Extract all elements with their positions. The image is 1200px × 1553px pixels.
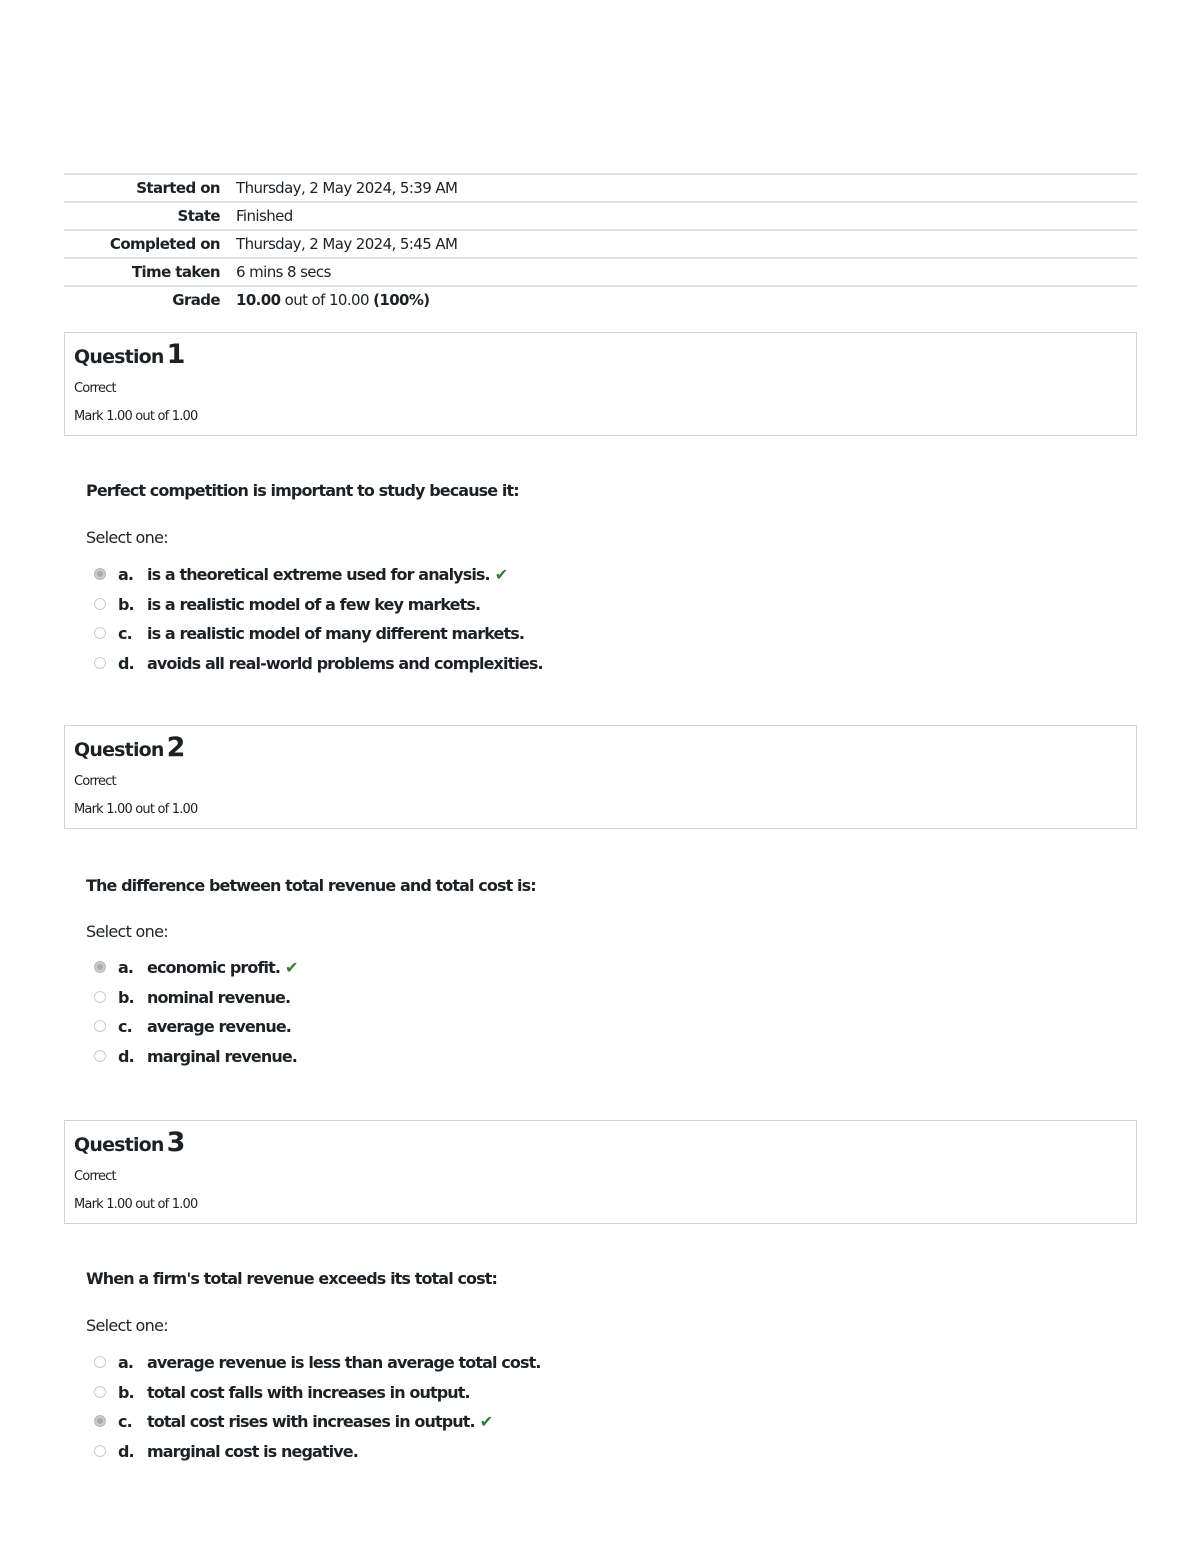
- question-state: Correct: [74, 1169, 116, 1184]
- select-one-prompt: Select one:: [86, 922, 168, 941]
- grade-label: Grade: [64, 286, 220, 313]
- state-label: State: [64, 202, 220, 230]
- option-text: average revenue is less than average total cost.: [147, 1353, 541, 1372]
- option-text: total cost falls with increases in output.: [147, 1382, 470, 1402]
- question-number: 2: [166, 732, 185, 763]
- option-number: b.: [118, 1382, 134, 1402]
- option-number: c.: [118, 1017, 132, 1036]
- radio-button[interactable]: [94, 1445, 106, 1457]
- completed-label: Completed on: [64, 230, 220, 258]
- started-label: Started on: [64, 174, 220, 202]
- time-value: 6 mins 8 secs: [220, 258, 1137, 286]
- summary-row-time: [64, 258, 1137, 286]
- question-label: Question: [74, 739, 164, 761]
- question-text-2: The difference between total revenue and total cost is:: [86, 876, 536, 895]
- started-value: Thursday, 2 May 2024, 5:39 AM: [220, 174, 1137, 202]
- radio-button[interactable]: [94, 598, 106, 610]
- option-text: economic profit.: [147, 958, 281, 977]
- option-number: d.: [118, 653, 134, 673]
- question-number: 1: [166, 339, 185, 370]
- radio-button-selected[interactable]: [94, 1415, 106, 1427]
- check-icon: ✔: [285, 958, 298, 977]
- radio-button[interactable]: [94, 1386, 106, 1398]
- option-number: d.: [118, 1441, 134, 1461]
- summary-row-completed: [64, 230, 1137, 258]
- option-number: b.: [118, 594, 134, 614]
- check-icon: ✔: [479, 1412, 493, 1431]
- question-text-1: Perfect competition is important to study because it:: [86, 481, 519, 500]
- question-mark: Mark 1.00 out of 1.00: [74, 409, 198, 424]
- question-mark: Mark 1.00 out of 1.00: [74, 802, 198, 817]
- option-number: a.: [118, 958, 134, 977]
- option-text: marginal cost is negative.: [147, 1441, 358, 1461]
- summary-row-started: [64, 174, 1137, 202]
- check-icon: ✔: [494, 565, 508, 584]
- radio-button[interactable]: [94, 991, 106, 1003]
- grade-rest: out of 10.00: [284, 291, 369, 309]
- question-info-3: [64, 1120, 1137, 1224]
- select-one-prompt: Select one:: [86, 1316, 168, 1335]
- option-text: is a realistic model of a few key markets.: [147, 594, 481, 614]
- question-heading: [74, 732, 185, 763]
- option-number: b.: [118, 987, 134, 1007]
- option-number: a.: [118, 1353, 134, 1372]
- option-number: a.: [118, 565, 134, 584]
- question-heading: [74, 1127, 185, 1158]
- question-mark: Mark 1.00 out of 1.00: [74, 1197, 198, 1212]
- option-number: d.: [118, 1046, 134, 1066]
- option-text: is a theoretical extreme used for analysis.: [147, 565, 490, 584]
- completed-value: Thursday, 2 May 2024, 5:45 AM: [220, 230, 1137, 258]
- question-heading: [74, 339, 185, 370]
- grade-percent: (100%): [373, 291, 430, 309]
- question-state: Correct: [74, 381, 116, 396]
- option-number: c.: [118, 1412, 132, 1431]
- question-text-3: When a firm's total revenue exceeds its total cost:: [86, 1269, 498, 1288]
- option-number: c.: [118, 624, 132, 643]
- question-info-2: [64, 725, 1137, 829]
- radio-button[interactable]: [94, 1020, 106, 1032]
- question-number: 3: [166, 1127, 185, 1158]
- radio-button[interactable]: [94, 627, 106, 639]
- select-one-prompt: Select one:: [86, 528, 168, 547]
- option-text: nominal revenue.: [147, 987, 291, 1007]
- option-text: marginal revenue.: [147, 1046, 297, 1066]
- attempt-summary: [64, 173, 1137, 313]
- option-text: total cost rises with increases in output.: [147, 1412, 475, 1431]
- radio-button-selected[interactable]: [94, 961, 106, 973]
- radio-button-selected[interactable]: [94, 568, 106, 580]
- grade-value: [220, 286, 1137, 313]
- summary-row-grade: [64, 286, 1137, 313]
- grade-score: 10.00: [236, 291, 281, 309]
- option-text: avoids all real-world problems and complexities.: [147, 653, 543, 673]
- question-label: Question: [74, 1134, 164, 1156]
- radio-button[interactable]: [94, 657, 106, 669]
- time-label: Time taken: [64, 258, 220, 286]
- radio-button[interactable]: [94, 1356, 106, 1368]
- radio-button[interactable]: [94, 1050, 106, 1062]
- option-text: is a realistic model of many different markets.: [147, 624, 525, 643]
- state-value: Finished: [220, 202, 1137, 230]
- summary-row-state: [64, 202, 1137, 230]
- question-info-1: [64, 332, 1137, 436]
- question-state: Correct: [74, 774, 116, 789]
- option-text: average revenue.: [147, 1017, 291, 1036]
- question-label: Question: [74, 346, 164, 368]
